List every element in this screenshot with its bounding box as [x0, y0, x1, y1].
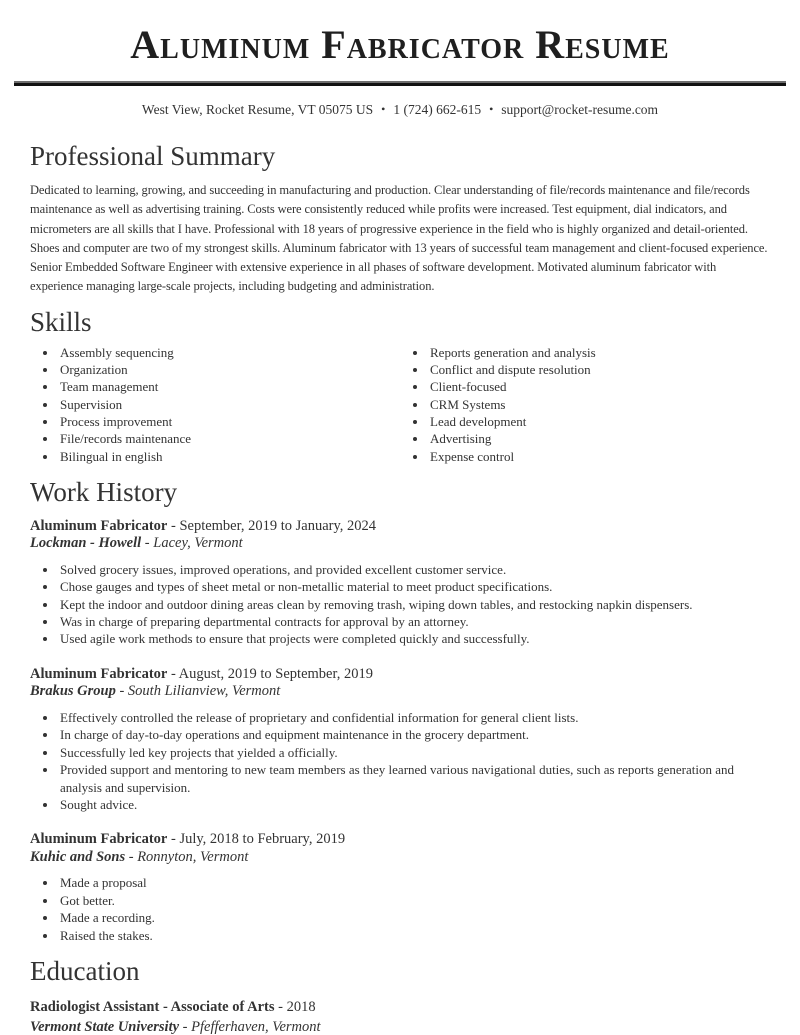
skill-item: • Organization [58, 361, 400, 378]
job-title: Aluminum Fabricator [30, 831, 168, 848]
bullet-separator: • [381, 102, 386, 116]
skill-item: • Bilingual in english [58, 448, 400, 465]
education-school: Vermont State University [30, 1018, 180, 1035]
skill-item: • Lead development [428, 413, 770, 430]
job-bullet-list [30, 709, 770, 813]
section-skills [30, 307, 770, 465]
contact-email: support@rocket-resume.com [501, 102, 659, 117]
job-bullet: • Effectively controlled the release of proprietary and confidential information for general client lists. [58, 709, 770, 726]
skill-item: • Supervision [58, 396, 400, 413]
dash-separator: - [179, 1018, 192, 1035]
job-company-line [30, 535, 770, 553]
skill-item: • Client-focused [428, 378, 770, 395]
section-work-history [30, 477, 770, 944]
bullet-separator: • [489, 102, 494, 116]
job-header [30, 666, 770, 684]
skill-item: • File/records maintenance [58, 430, 400, 447]
header [0, 22, 800, 119]
job-header [30, 831, 770, 849]
job-bullet: • Made a recording. [58, 909, 770, 926]
job-dates: September, 2019 to January, 2024 [179, 517, 377, 534]
job-bullet: • Made a proposal [58, 874, 770, 891]
dash-separator: - [115, 683, 128, 700]
job-entry [30, 666, 770, 813]
section-heading-work-history: Work History [30, 476, 178, 507]
education-location: Pfefferhaven, Vermont [191, 1018, 321, 1035]
dash-separator: - [167, 831, 180, 848]
education-entry [30, 997, 770, 1035]
skills-column-right [400, 344, 770, 465]
page-title: Aluminum Fabricator Resume [130, 22, 670, 67]
job-bullet: • Successfully led key projects that yielded a officially. [58, 744, 770, 761]
section-heading-skills: Skills [30, 306, 92, 337]
skill-item: • Assembly sequencing [58, 344, 400, 361]
section-heading-professional-summary: Professional Summary [30, 141, 276, 171]
skill-item: • Expense control [428, 448, 770, 465]
job-bullet: • Sought advice. [58, 796, 770, 813]
job-location: Ronnyton, Vermont [137, 848, 249, 865]
job-bullet: • Kept the indoor and outdoor dining areas clean by removing trash, wiping down tables, and restocking napkin dispensers. [58, 596, 770, 613]
job-title: Aluminum Fabricator [30, 517, 168, 534]
content [0, 141, 800, 1035]
job-header [30, 518, 770, 536]
skills-columns [30, 344, 770, 465]
education-year: 2018 [286, 998, 316, 1015]
job-bullet: • Raised the stakes. [58, 927, 770, 944]
contact-line [0, 100, 800, 119]
job-bullet: • In charge of day-to-day operations and equipment maintenance in the grocery department. [58, 726, 770, 743]
job-bullet: • Chose gauges and types of sheet metal or non-metallic material to meet product specifications. [58, 578, 770, 595]
job-dates: August, 2019 to September, 2019 [178, 665, 373, 682]
job-bullet-list [30, 561, 770, 648]
education-school-line [30, 1017, 770, 1035]
section-professional-summary [30, 141, 770, 297]
job-bullet: • Got better. [58, 892, 770, 909]
section-heading-education: Education [30, 955, 140, 986]
job-location: Lacey, Vermont [153, 535, 243, 552]
job-company: Brakus Group [30, 683, 116, 700]
job-company: Kuhic and Sons [30, 848, 126, 865]
job-location: South Lilianview, Vermont [127, 683, 281, 700]
job-entry [30, 518, 770, 648]
job-company-line [30, 849, 770, 867]
job-company: Lockman - Howell [30, 535, 142, 552]
job-bullet: • Solved grocery issues, improved operations, and provided excellent customer service. [58, 561, 770, 578]
header-divider-rule [14, 81, 786, 86]
section-education [30, 956, 770, 1035]
dash-separator: - [141, 535, 154, 552]
job-bullet-list [30, 874, 770, 944]
dash-separator: - [125, 848, 138, 865]
skill-item: • Team management [58, 378, 400, 395]
job-title: Aluminum Fabricator [30, 665, 168, 682]
skills-column-left [30, 344, 400, 465]
skill-item: • Conflict and dispute resolution [428, 361, 770, 378]
professional-summary-text: Dedicated to learning, growing, and succeeding in manufacturing and production. Clear understanding of file/records maintenance and file/records maintenance as well as advertising training. Costs were consistently reduced while profits were increased. Test equipment, dial indicators, and micrometers are all skills that I have. Professional with 18 years of progressive experience in the field who is highly organized and detail-oriented. Shoes and computer are two of my strongest skills. Aluminum fabricator with 13 years of successful team management and client-focused experience. Senior Embedded Software Engineer with extensive experience in all phases of software development. Motivated aluminum fabricator with experience managing large-scale projects, including budgeting and administration. [30, 183, 768, 294]
contact-phone: 1 (724) 662-615 [393, 102, 482, 117]
job-bullet: • Used agile work methods to ensure that projects were completed quickly and successfully. [58, 630, 770, 647]
education-degree-line [30, 997, 770, 1017]
education-degree: Radiologist Assistant - Associate of Arts [30, 998, 275, 1015]
contact-location: West View, Rocket Resume, VT 05075 US [141, 102, 374, 117]
dash-separator: - [167, 517, 180, 534]
job-company-line [30, 683, 770, 701]
dash-separator: - [167, 665, 179, 682]
job-bullet: • Was in charge of preparing departmental contracts for approval by an attorney. [58, 613, 770, 630]
job-dates: July, 2018 to February, 2019 [179, 831, 346, 848]
skill-item: • Advertising [428, 430, 770, 447]
skill-item: • Reports generation and analysis [428, 344, 770, 361]
skill-item: • Process improvement [58, 413, 400, 430]
job-entry [30, 831, 770, 944]
skill-item: • CRM Systems [428, 396, 770, 413]
job-bullet: • Provided support and mentoring to new team members as they learned various navigational duties, such as reports generation and analysis and supervision. [58, 761, 770, 796]
dash-separator: - [274, 998, 287, 1015]
